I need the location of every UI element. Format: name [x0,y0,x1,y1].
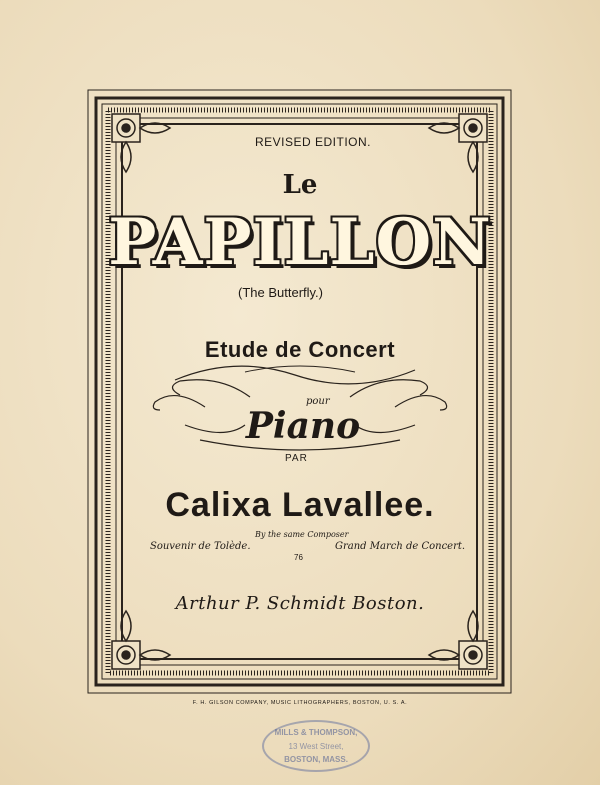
title-article: Le [282,170,318,200]
instrument-label: Piano [245,405,361,447]
stamp-line: MILLS & THOMPSON, [274,728,358,737]
corner-ornament-top-right [429,114,487,172]
par-label: PAR [285,453,308,464]
pour-label: pour [306,396,330,407]
stamp-line: 13 West Street, [288,742,344,751]
same-composer-label: By the same Composer [255,530,349,539]
stamp-line: BOSTON, MASS. [284,755,348,764]
printer-credit: F. H. GILSON COMPANY, MUSIC LITHOGRAPHERS, BOSTON, U. S. A. [192,700,408,706]
composer-name: Calixa Lavallee. [165,486,435,524]
main-title: PAPILLON [108,205,492,280]
subtitle: (The Butterfly.) [238,285,324,300]
corner-ornament-top-left [112,114,170,172]
dealer-stamp [262,720,370,772]
publisher-name: Arthur P. Schmidt Boston. [175,593,425,614]
edition-label: REVISED EDITION. [255,135,372,149]
corner-ornament-bottom-right [429,611,487,669]
genre-title: Etude de Concert [204,337,396,362]
price-label: 76 [294,553,303,562]
corner-ornament-bottom-left [112,611,170,669]
other-work: Souvenir de Tolède. [150,541,251,552]
other-work: Grand March de Concert. [335,541,466,552]
